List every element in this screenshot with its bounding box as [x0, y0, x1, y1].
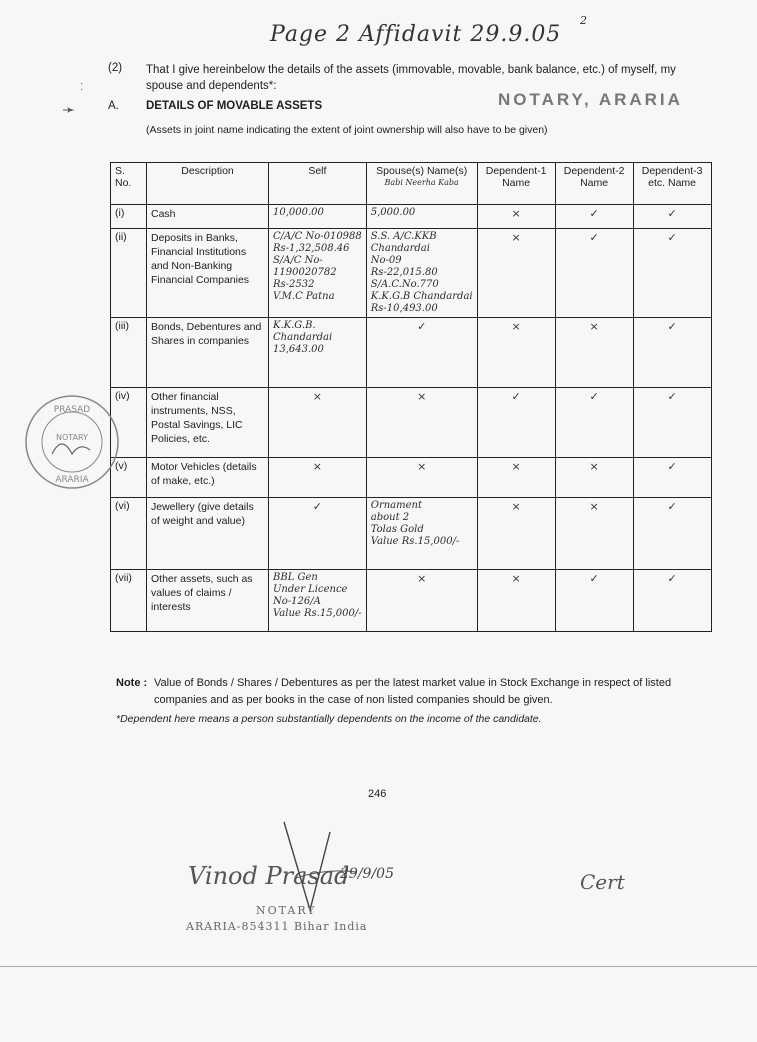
cell-self	[269, 205, 367, 229]
header-sno: S. No.	[111, 163, 147, 205]
cell-dep2: ×	[555, 318, 633, 388]
cell-dep1: ×	[477, 318, 555, 388]
row-number: (ii)	[111, 229, 147, 318]
cell-dep1: ×	[477, 498, 555, 570]
movable-assets-table	[110, 162, 712, 632]
handwritten-entry: Value Rs.15,000/-	[273, 608, 362, 619]
certification-mark: Cert	[580, 870, 625, 894]
cell-dep3: ✓	[633, 458, 711, 498]
cell-spouse	[366, 498, 477, 570]
handwritten-entry: 10,000.00	[273, 207, 324, 218]
table-row	[111, 318, 712, 388]
svg-text:PRASAD: PRASAD	[53, 405, 91, 415]
handwritten-entry: Rs-22,015.80	[370, 267, 438, 278]
handwritten-entry: Tolas Gold	[370, 524, 424, 535]
handwritten-entry: Chandardai	[273, 332, 333, 343]
header-spouse-handwritten: Babi Neerha Kaba	[384, 178, 459, 187]
cell-spouse	[366, 388, 477, 458]
row-description: Cash	[147, 205, 269, 229]
page-number: 246	[368, 788, 387, 800]
svg-text:NOTARY: NOTARY	[56, 433, 88, 442]
handwritten-entry: S.S. A/C.KKB	[370, 231, 437, 242]
cell-dep1: ×	[477, 458, 555, 498]
header-spouse-label: Spouse(s) Name(s)	[376, 165, 468, 177]
handwritten-entry: No-09	[370, 255, 402, 266]
header-dependent-1: Dependent-1 Name	[477, 163, 555, 205]
handwritten-entry: about 2	[370, 512, 410, 523]
item-2-text: That I give hereinbelow the details of the assets (immovable, movable, bank balance, etc.) of myself, my spouse and dependents*:	[146, 64, 676, 92]
table-row	[111, 458, 712, 498]
handwritten-entry: ×	[312, 390, 322, 403]
bottom-divider	[0, 966, 757, 967]
cell-dep2: ✓	[555, 570, 633, 632]
handwritten-entry: Rs-2532	[273, 279, 315, 290]
cell-dep3: ✓	[633, 318, 711, 388]
cell-self	[269, 388, 367, 458]
header-self: Self	[269, 163, 367, 205]
note-label: Note :	[116, 677, 148, 689]
handwritten-number: 2	[580, 14, 587, 27]
signature-name: Vinod Prasad	[188, 862, 350, 890]
row-description: Bonds, Debentures and Shares in companies	[147, 318, 269, 388]
cell-dep3: ✓	[633, 229, 711, 318]
cell-dep2: ✓	[555, 229, 633, 318]
handwritten-entry: BBL Gen	[273, 572, 318, 583]
cell-dep3: ✓	[633, 498, 711, 570]
table-row	[111, 388, 712, 458]
arrow-mark-icon: ➛	[62, 102, 76, 119]
row-number: (iv)	[111, 388, 147, 458]
handwritten-entry: No-126/A	[273, 596, 321, 607]
item-2	[108, 62, 676, 92]
handwritten-entry: ×	[312, 460, 322, 473]
handwritten-entry: ×	[417, 460, 427, 473]
handwritten-entry: S/A/C No-	[273, 255, 323, 266]
cell-dep1: ×	[477, 570, 555, 632]
cell-dep2: ×	[555, 498, 633, 570]
cell-dep3: ✓	[633, 388, 711, 458]
table-row	[111, 229, 712, 318]
notary-seal-icon	[22, 392, 122, 492]
section-a-subtitle: (Assets in joint name indicating the extent of joint ownership will also have to be given)	[146, 124, 548, 136]
handwritten-entry: ×	[417, 390, 427, 403]
header-dependent-2: Dependent-2 Name	[555, 163, 633, 205]
row-number: (i)	[111, 205, 147, 229]
handwritten-entry: Ornament	[370, 500, 423, 511]
row-number: (vi)	[111, 498, 147, 570]
section-a-title: DETAILS OF MOVABLE ASSETS	[146, 100, 323, 112]
row-number: (v)	[111, 458, 147, 498]
table-row	[111, 205, 712, 229]
signature-date: 29/9/05	[340, 866, 394, 882]
cell-spouse	[366, 458, 477, 498]
dependent-footnote: *Dependent here means a person substantially dependents on the income of the candidate.	[116, 713, 542, 725]
margin-mark: ⁚	[80, 82, 84, 93]
handwritten-entry: Chandardai	[370, 243, 430, 254]
cell-dep2: ✓	[555, 388, 633, 458]
row-description: Jewellery (give details of weight and value)	[147, 498, 269, 570]
row-description: Other financial instruments, NSS, Postal Savings, LIC Policies, etc.	[147, 388, 269, 458]
cell-self	[269, 318, 367, 388]
handwritten-entry: S/A.C.No.770	[370, 279, 439, 290]
notary-stamp-top: NOTARY, ARARIA	[498, 90, 683, 109]
handwritten-entry: 1190020782	[273, 267, 337, 278]
signature-address: ARARIA-854311 Bihar India	[186, 920, 368, 933]
cell-dep3: ✓	[633, 570, 711, 632]
handwritten-entry: V.M.C Patna	[273, 291, 335, 302]
cell-spouse	[366, 570, 477, 632]
signature-title: NOTARY	[256, 904, 317, 917]
handwritten-entry: Value Rs.15,000/-	[370, 536, 460, 547]
handwritten-entry: ✓	[312, 500, 322, 513]
note-text: Value of Bonds / Shares / Debentures as per the latest market value in Stock Exchange in respect of listed companies and as per books in the case of non listed companies should be given.	[154, 677, 672, 706]
row-number: (vii)	[111, 570, 147, 632]
handwritten-entry: K.K.G.B.	[273, 320, 316, 331]
cell-self	[269, 498, 367, 570]
section-a-heading	[108, 100, 323, 112]
handwritten-entry: Under Licence	[273, 584, 348, 595]
row-description: Other assets, such as values of claims / interests	[147, 570, 269, 632]
handwritten-entry: 5,000.00	[370, 207, 416, 218]
handwritten-entry: Rs-1,32,508.46	[273, 243, 350, 254]
item-2-number: (2)	[108, 62, 123, 74]
header-spouse	[366, 163, 477, 205]
cell-spouse	[366, 205, 477, 229]
handwritten-entry: ✓	[417, 320, 427, 333]
cell-dep1: ×	[477, 229, 555, 318]
cell-self	[269, 458, 367, 498]
handwritten-entry: C/A/C No-010988	[273, 231, 362, 242]
cell-dep2: ✓	[555, 205, 633, 229]
row-description: Motor Vehicles (details of make, etc.)	[147, 458, 269, 498]
handwritten-entry: 13,643.00	[273, 344, 324, 355]
row-description: Deposits in Banks, Financial Institutions and Non-Banking Financial Companies	[147, 229, 269, 318]
section-a-letter: A.	[108, 100, 119, 112]
header-dependent-3: Dependent-3 etc. Name	[633, 163, 711, 205]
table-body	[111, 205, 712, 632]
row-number: (iii)	[111, 318, 147, 388]
cell-self	[269, 229, 367, 318]
cell-dep3: ✓	[633, 205, 711, 229]
svg-text:ARARIA: ARARIA	[55, 475, 89, 485]
handwritten-title: Page 2 Affidavit 29.9.05	[270, 22, 562, 47]
handwritten-entry: ×	[417, 572, 427, 585]
cell-self	[269, 570, 367, 632]
header-description: Description	[147, 163, 269, 205]
handwritten-entry: Rs-10,493.00	[370, 303, 438, 314]
cell-spouse	[366, 229, 477, 318]
table-row	[111, 570, 712, 632]
cell-dep1: ×	[477, 205, 555, 229]
cell-spouse	[366, 318, 477, 388]
handwritten-entry: K.K.G.B Chandardai	[370, 291, 473, 302]
cell-dep2: ×	[555, 458, 633, 498]
cell-dep1: ✓	[477, 388, 555, 458]
table-row	[111, 498, 712, 570]
